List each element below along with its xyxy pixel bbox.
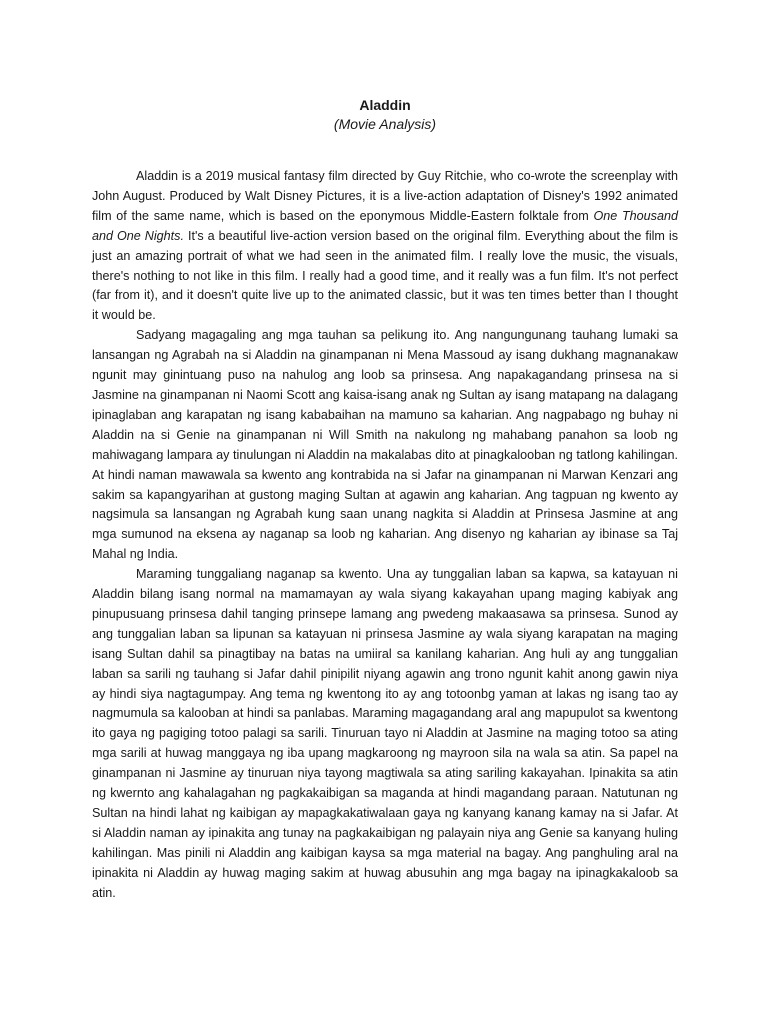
paragraph-3: Maraming tunggaliang naganap sa kwento. Una ay tunggalian laban sa kapwa, sa katayuan ni Aladdin bilang isang normal na mamamayan ay wala siyang kakayahan upang maging kabiyak ang pinupusuang prinsesa dahil tanging prinsepe lamang ang pwedeng makaasawa sa prinsesa. Sunod ay ang tunggalian laban sa lipunan sa katayuan ni prinsesa Jasmine ay wala siyang karapatan na maging isang Sultan dahil sa pinagtibay na batas na umiiral sa kanilang kaharian. Ang huli ay ang tunggalian laban sa sarili ng tauhang si Jafar dahil pinipilit niyang agawin ang trono ngunit kahit anong gawin niya ay hindi siya nagtagumpay. Ang tema ng kwentong ito ay ang totoonbg yaman at lakas ng isang tao ay nagmumula sa kalooban at hindi sa panlabas. Maraming magagandang aral ang mapupulot sa kwentong ito gaya ng pagiging totoo palagi sa sarili. Tinuruan tayo ni Aladdin at Jasmine na maging totoo sa ating mga sarili at huwag manggaya ng iba upang magkaroong ng mayroon sila na wala sa atin. Sa papel na ginampanan ni Jasmine ay tinuruan niya tayong magtiwala sa ating sariling kakayahan. Ipinakita sa atin ng kwernto ang kahalagahan ng pagkakaibigan sa maganda at hindi magandang paraan. Natutunan ng Sultan na hindi lahat ng kaibigan ay mapagkakatiwalaan gaya ng kanyang kanang kamay na si Jafar. At si Aladdin naman ay ipinakita ang tunay na pagkakaibigan ng palayain niya ang Genie sa kanyang huling kahilingan. Mas pinili ni Aladdin ang kaibigan kaysa sa mga material na bagay. Ang panghuling aral na ipinakita ni Aladdin ay huwag maging sakim at huwag abusuhin ang mga bagay na ipinagkakaloob sa atin.: [92, 567, 678, 900]
document-title: Aladdin: [359, 97, 411, 113]
paragraph-1-text-b: It's a beautiful live-action version based on the original film. Everything about the film is just an amazing portrait of what we had seen in the animated film. I really love the music, the visuals, there's nothing to not like in this film. I really had a good time, and it really was a fun film. It's not perfect (far from it), and it doesn't quite live up to the animated classic, but it was ten times better than I thought it would be.: [92, 228, 678, 323]
paragraph-1-text-a: is a 2019 musical fantasy film directed by Guy Ritchie, who co-wrote the screenplay with John August. Produced by Walt Disney Pictures, it is a live-action adaptation of Disney's 1992 animated film of the same name, which is based on the eponymous Middle-Eastern folktale from: [92, 169, 678, 223]
paragraph-2: Sadyang magagaling ang mga tauhan sa pelikung ito. Ang nangungunang tauhang lumaki sa lansangan ng Agrabah na si Aladdin na ginampanan ni Mena Massoud ay isang dukhang magnanakaw ngunit may ginintuang puso na nahulog ang loob sa prinsesa. Ang napakagandang prinsesa na si Jasmine na ginampanan ni Naomi Scott ang kaisa-isang anak ng Sultan ay isang matapang na dalagang ipinaglaban ang karapatan ng isang kababaihan na mamuno sa kaharian. Ang nagpabago ng buhay ni Aladdin na si Genie na ginampanan ni Will Smith na nakulong ng mahabang panahon sa loob ng mahiwagang lampara ay tinulungan ni Aladdin na makalabas dito at pinagkalooban ng tatlong kahilingan. At hindi naman mawawala sa kwento ang kontrabida na si Jafar na ginampanan ni Marwan Kenzari ang sakim sa kapangyarihan at gustong maging Sultan at agawin ang kaharian. Ang tagpuan ng kwento ay nagsimula sa lansangan ng Agrabah kung saan unang nagkita si Aladdin at Prinsesa Jasmine at ang mga sumunod na eksena ay naganap sa loob ng kaharian. Ang disenyo ng kaharian ay ibinase sa Taj Mahal ng India.: [92, 328, 678, 562]
paragraph-1-lead: Aladdin: [136, 169, 179, 183]
paragraph-1: [92, 167, 678, 326]
document-subtitle: (Movie Analysis): [333, 116, 437, 132]
paragraph-1-italic: One Thousand and One Nights.: [92, 208, 678, 243]
document-page: [92, 96, 678, 904]
